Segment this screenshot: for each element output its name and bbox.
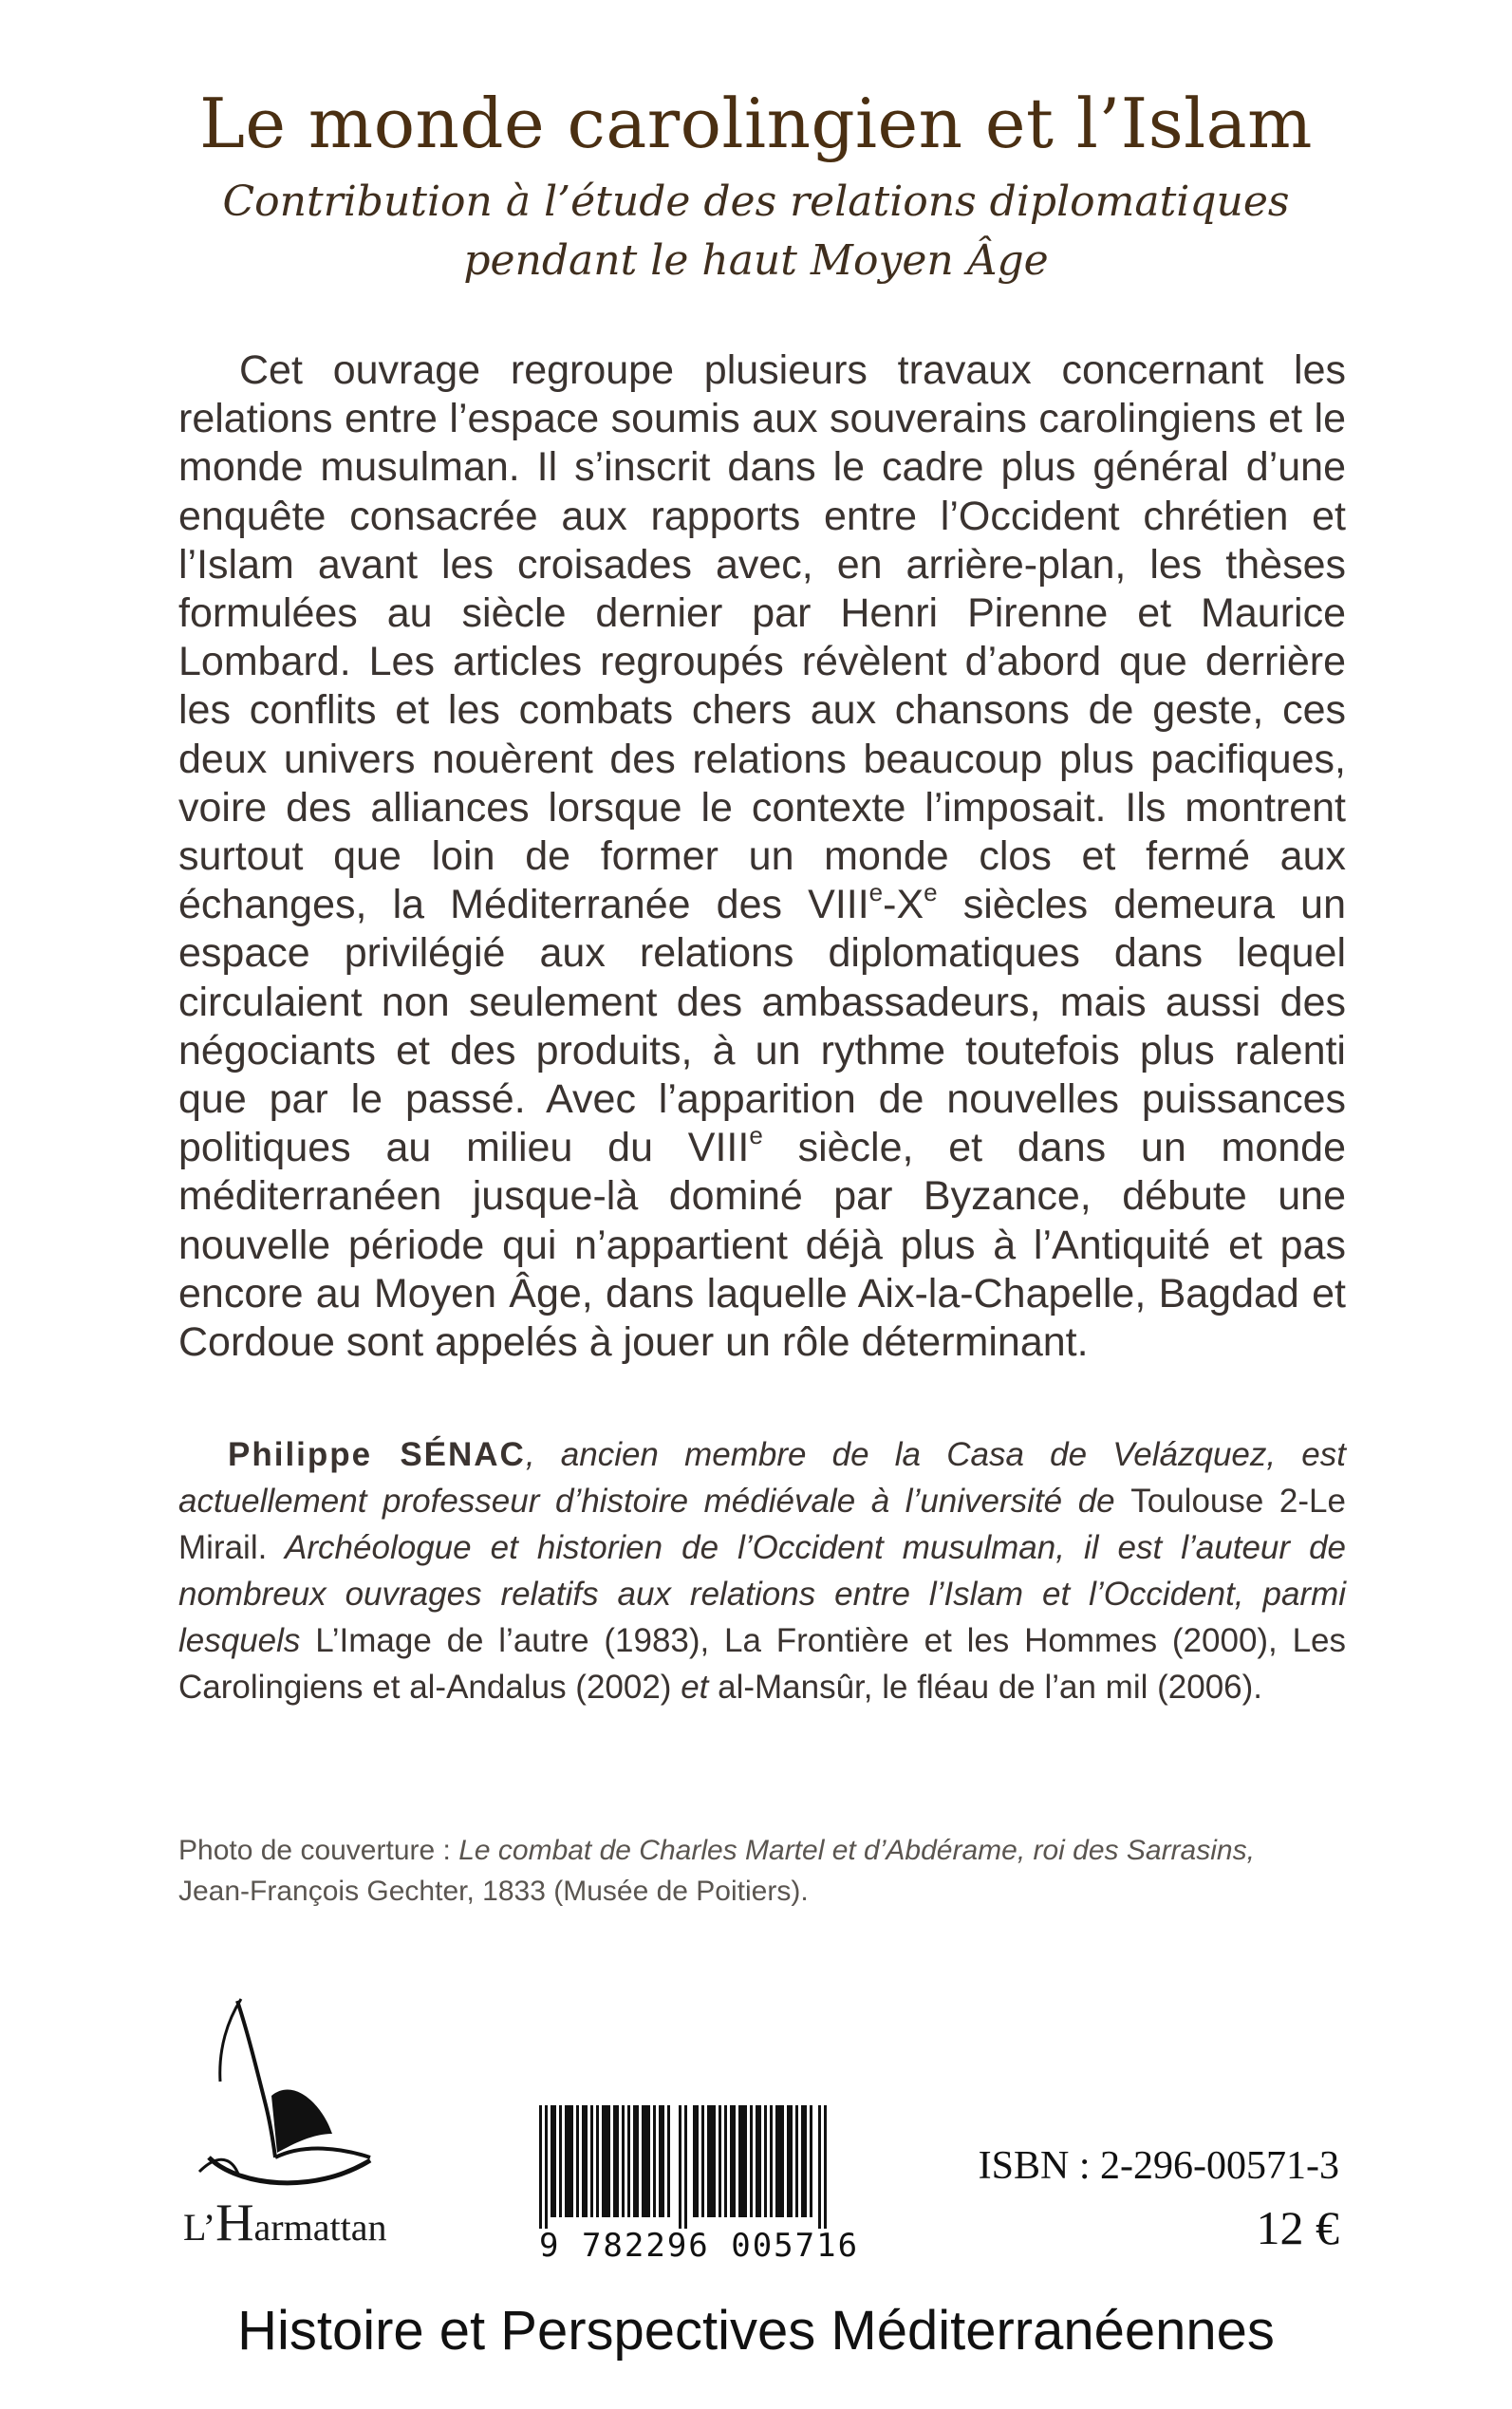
superscript-e: e xyxy=(749,1121,763,1150)
bio-works-2: al-Mansûr, le fléau de l’an mil (2006). xyxy=(718,1669,1263,1706)
summary-text-3: siècles demeura un espace privilégié aux relations diplomatiques dans lequel circulaient non seulement des ambassadeurs, mais aussi des négociants et des produits, à un rythme toutefois plus ralenti que par le passé. Avec l’apparition de nouvelles puissances politiques au milieu du VIII xyxy=(178,882,1346,1171)
publisher-prefix: L’ xyxy=(183,2206,216,2249)
publisher-initial: H xyxy=(215,2194,254,2252)
cover-credit xyxy=(178,1830,1355,1912)
publisher-name xyxy=(183,2193,386,2253)
barcode xyxy=(539,2105,843,2229)
subtitle-line-2: pendant le haut Moyen Âge xyxy=(463,236,1049,285)
book-subtitle xyxy=(0,173,1512,290)
price: 12 € xyxy=(1256,2201,1339,2254)
author-bio xyxy=(178,1431,1346,1710)
subtitle-line-1: Contribution à l’étude des relations diplomatiques xyxy=(222,177,1290,226)
superscript-e: e xyxy=(868,878,884,907)
summary-text-2: -X xyxy=(883,882,924,928)
barcode-digits: 9 782296 005716 xyxy=(539,2227,860,2265)
isbn: ISBN : 2-296-00571-3 xyxy=(978,2144,1339,2188)
publisher-rest: armattan xyxy=(253,2206,387,2249)
book-title: Le monde carolingien et l’Islam xyxy=(199,84,1313,163)
bio-works-1: L’Image de l’autre (1983), La Frontière et les Hommes (2000), Les Carolingiens et al-Andalus (2002) xyxy=(178,1622,1346,1706)
summary-paragraph xyxy=(178,346,1346,1367)
collection-name: Histoire et Perspectives Méditerranéennes xyxy=(237,2300,1275,2362)
summary-text-1: Cet ouvrage regroupe plusieurs travaux concernant les relations entre l’espace soumis aux souverains carolingiens et le monde musulman. Il s’inscrit dans le cadre plus général d’une enquête consacrée aux rapports entre l’Occident chrétien et l’Islam avant les croisades avec, en arrière-plan, les thèses formulées au siècle dernier par Henri Pirenne et Maurice Lombard. Les articles regroupés révèlent d’abord que derrière les conflits et les combats chers aux chansons de geste, ces deux univers nouèrent des relations beaucoup plus pacifiques, voire des alliances lorsque le contexte l’imposait. Ils montrent surtout que loin de former un monde clos et fermé aux échanges, la Méditerranée des VIII xyxy=(178,347,1346,928)
author-name: Philippe SÉNAC xyxy=(228,1436,526,1473)
summary-text-4: siècle, et dans un monde méditerranéen jusque-là dominé par Byzance, débute une nouvelle période qui n’appartient déjà plus à l’Antiquité et pas encore au Moyen Âge, dans laquelle Aix-la-Chapelle, Bagdad et Cordoue sont appelés à jouer un rôle déterminant. xyxy=(178,1125,1346,1366)
bio-text-1: , ancien membre de la Casa de Velázquez, est actuellement professeur d’histoire médiévale à l’université de xyxy=(178,1436,1346,1520)
credit-details: Jean-François Gechter, 1833 (Musée de Poitiers). xyxy=(178,1876,809,1907)
bio-university: Toulouse 2-Le Mirail. xyxy=(178,1483,1346,1566)
bio-et: et xyxy=(671,1669,719,1706)
credit-work: Le combat de Charles Martel et d’Abdérame, roi des Sarrasins, xyxy=(458,1835,1255,1866)
bio-text-2: Archéologue et historien de l’Occident musulman, il est l’auteur de nombreux ouvrages relatifs aux relations entre l’Islam et l’Occident, parmi lesquels xyxy=(178,1529,1346,1659)
superscript-e: e xyxy=(924,878,938,907)
credit-label: Photo de couverture : xyxy=(178,1835,459,1866)
